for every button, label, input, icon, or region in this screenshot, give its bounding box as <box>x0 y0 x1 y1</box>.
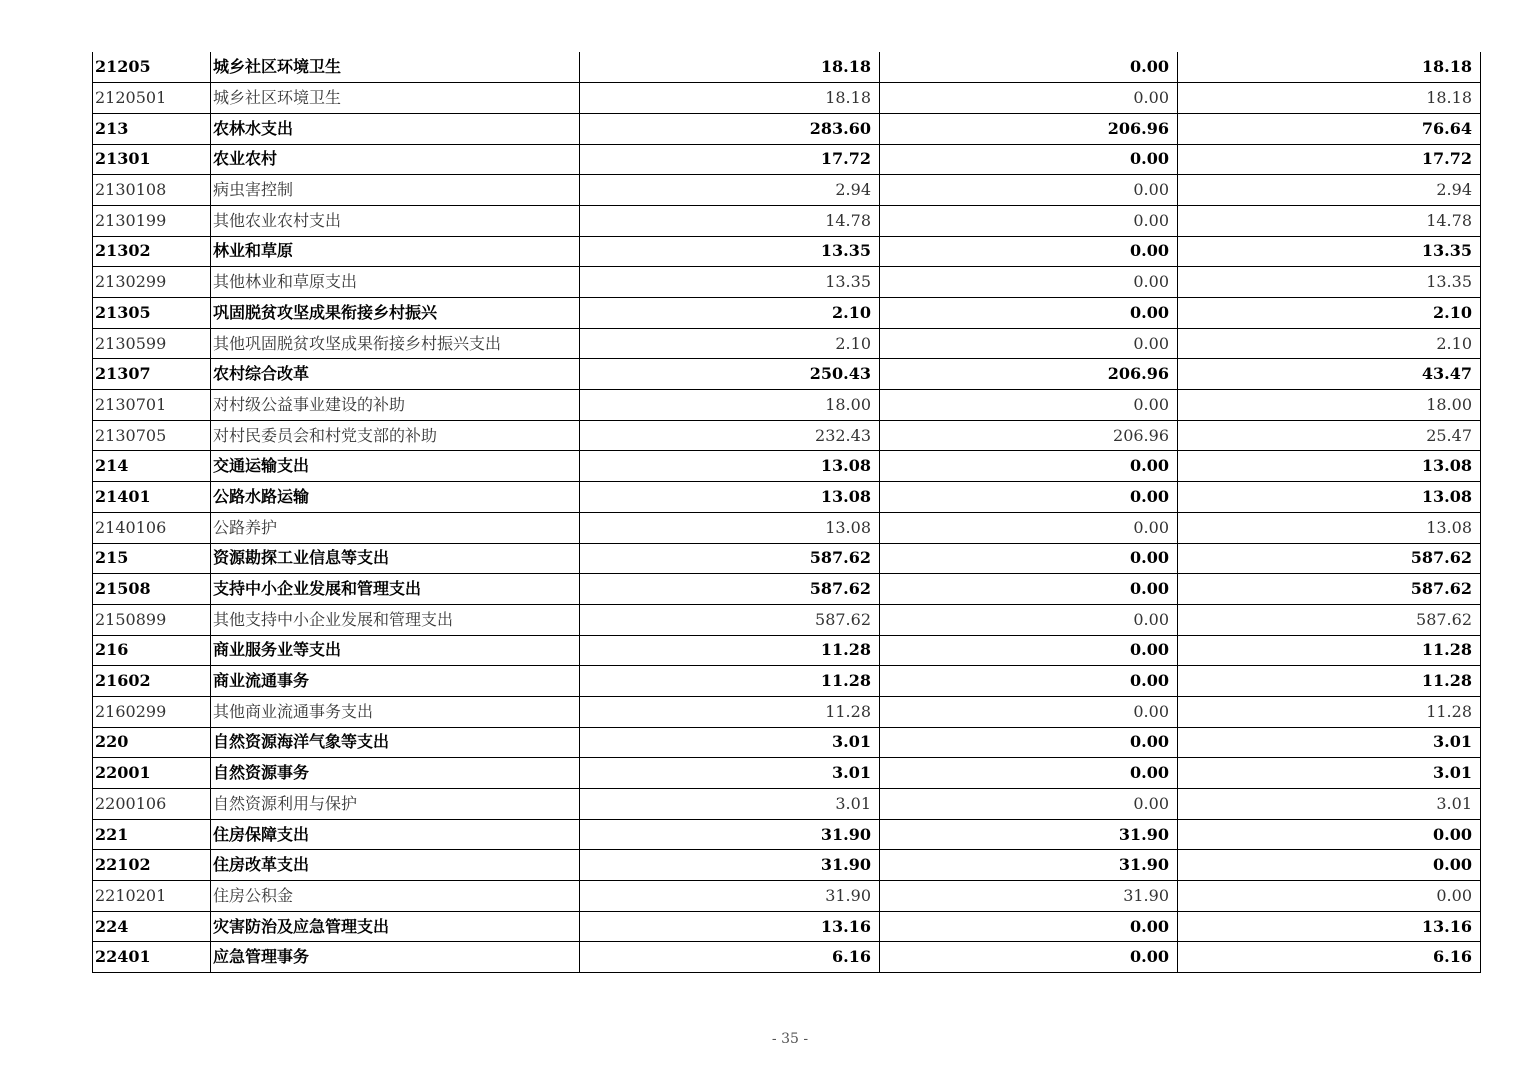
basic-amount-cell: 0.00 <box>880 482 1178 513</box>
project-amount-cell: 587.62 <box>1178 604 1481 635</box>
basic-amount-cell: 206.96 <box>880 113 1178 144</box>
code-cell: 21205 <box>93 52 211 83</box>
project-amount-cell: 18.00 <box>1178 390 1481 421</box>
total-amount-cell: 587.62 <box>580 574 880 605</box>
budget-table <box>92 52 1481 973</box>
table-row <box>93 512 1481 543</box>
table-row <box>93 267 1481 298</box>
total-amount-cell: 3.01 <box>580 758 880 789</box>
name-cell: 资源勘探工业信息等支出 <box>211 543 580 574</box>
total-amount-cell: 11.28 <box>580 666 880 697</box>
code-cell: 21307 <box>93 359 211 390</box>
code-cell: 21602 <box>93 666 211 697</box>
basic-amount-cell: 0.00 <box>880 911 1178 942</box>
table-row <box>93 144 1481 175</box>
basic-amount-cell: 0.00 <box>880 727 1178 758</box>
table-row <box>93 390 1481 421</box>
table-row <box>93 881 1481 912</box>
table-row <box>93 420 1481 451</box>
name-cell: 农林水支出 <box>211 113 580 144</box>
table-row <box>93 574 1481 605</box>
code-cell: 216 <box>93 635 211 666</box>
table-row <box>93 911 1481 942</box>
code-cell: 214 <box>93 451 211 482</box>
basic-amount-cell: 0.00 <box>880 451 1178 482</box>
project-amount-cell: 13.16 <box>1178 911 1481 942</box>
code-cell: 2210201 <box>93 881 211 912</box>
code-cell: 22401 <box>93 942 211 973</box>
code-cell: 21508 <box>93 574 211 605</box>
total-amount-cell: 13.08 <box>580 482 880 513</box>
total-amount-cell: 3.01 <box>580 789 880 820</box>
project-amount-cell: 13.08 <box>1178 512 1481 543</box>
code-cell: 2150899 <box>93 604 211 635</box>
project-amount-cell: 587.62 <box>1178 574 1481 605</box>
name-cell: 其他商业流通事务支出 <box>211 696 580 727</box>
table-row <box>93 666 1481 697</box>
code-cell: 2120501 <box>93 83 211 114</box>
name-cell: 自然资源海洋气象等支出 <box>211 727 580 758</box>
table-row <box>93 113 1481 144</box>
project-amount-cell: 3.01 <box>1178 727 1481 758</box>
table-row <box>93 175 1481 206</box>
total-amount-cell: 11.28 <box>580 635 880 666</box>
basic-amount-cell: 0.00 <box>880 83 1178 114</box>
code-cell: 21401 <box>93 482 211 513</box>
total-amount-cell: 18.00 <box>580 390 880 421</box>
table-row <box>93 543 1481 574</box>
code-cell: 224 <box>93 911 211 942</box>
basic-amount-cell: 0.00 <box>880 512 1178 543</box>
basic-amount-cell: 0.00 <box>880 604 1178 635</box>
code-cell: 2130599 <box>93 328 211 359</box>
basic-amount-cell: 0.00 <box>880 574 1178 605</box>
project-amount-cell: 6.16 <box>1178 942 1481 973</box>
name-cell: 公路养护 <box>211 512 580 543</box>
table-row <box>93 758 1481 789</box>
code-cell: 2160299 <box>93 696 211 727</box>
table-row <box>93 604 1481 635</box>
table-row <box>93 635 1481 666</box>
code-cell: 2130705 <box>93 420 211 451</box>
total-amount-cell: 31.90 <box>580 850 880 881</box>
code-cell: 215 <box>93 543 211 574</box>
table-row <box>93 83 1481 114</box>
name-cell: 对村级公益事业建设的补助 <box>211 390 580 421</box>
basic-amount-cell: 0.00 <box>880 635 1178 666</box>
total-amount-cell: 2.10 <box>580 298 880 329</box>
basic-amount-cell: 0.00 <box>880 696 1178 727</box>
name-cell: 住房改革支出 <box>211 850 580 881</box>
basic-amount-cell: 0.00 <box>880 666 1178 697</box>
project-amount-cell: 25.47 <box>1178 420 1481 451</box>
table-row <box>93 789 1481 820</box>
table-row <box>93 819 1481 850</box>
table-row <box>93 359 1481 390</box>
page-number: - 35 - <box>771 1031 809 1047</box>
project-amount-cell: 13.35 <box>1178 236 1481 267</box>
project-amount-cell: 0.00 <box>1178 819 1481 850</box>
code-cell: 2130199 <box>93 205 211 236</box>
code-cell: 21302 <box>93 236 211 267</box>
basic-amount-cell: 0.00 <box>880 267 1178 298</box>
code-cell: 21301 <box>93 144 211 175</box>
name-cell: 自然资源利用与保护 <box>211 789 580 820</box>
table-row <box>93 328 1481 359</box>
name-cell: 其他巩固脱贫攻坚成果衔接乡村振兴支出 <box>211 328 580 359</box>
project-amount-cell: 11.28 <box>1178 666 1481 697</box>
total-amount-cell: 3.01 <box>580 727 880 758</box>
code-cell: 22102 <box>93 850 211 881</box>
total-amount-cell: 13.08 <box>580 451 880 482</box>
table-row <box>93 298 1481 329</box>
basic-amount-cell: 0.00 <box>880 942 1178 973</box>
code-cell: 213 <box>93 113 211 144</box>
table-row <box>93 205 1481 236</box>
code-cell: 2130299 <box>93 267 211 298</box>
project-amount-cell: 3.01 <box>1178 789 1481 820</box>
total-amount-cell: 232.43 <box>580 420 880 451</box>
table-row <box>93 850 1481 881</box>
total-amount-cell: 13.35 <box>580 236 880 267</box>
total-amount-cell: 587.62 <box>580 543 880 574</box>
project-amount-cell: 76.64 <box>1178 113 1481 144</box>
total-amount-cell: 18.18 <box>580 83 880 114</box>
name-cell: 公路水路运输 <box>211 482 580 513</box>
project-amount-cell: 587.62 <box>1178 543 1481 574</box>
table-row <box>93 696 1481 727</box>
basic-amount-cell: 0.00 <box>880 175 1178 206</box>
code-cell: 220 <box>93 727 211 758</box>
project-amount-cell: 43.47 <box>1178 359 1481 390</box>
project-amount-cell: 13.08 <box>1178 451 1481 482</box>
basic-amount-cell: 0.00 <box>880 298 1178 329</box>
code-cell: 221 <box>93 819 211 850</box>
name-cell: 农业农村 <box>211 144 580 175</box>
name-cell: 对村民委员会和村党支部的补助 <box>211 420 580 451</box>
table-row <box>93 482 1481 513</box>
total-amount-cell: 18.18 <box>580 52 880 83</box>
code-cell: 2130108 <box>93 175 211 206</box>
name-cell: 病虫害控制 <box>211 175 580 206</box>
name-cell: 住房保障支出 <box>211 819 580 850</box>
name-cell: 农村综合改革 <box>211 359 580 390</box>
table-row <box>93 236 1481 267</box>
name-cell: 巩固脱贫攻坚成果衔接乡村振兴 <box>211 298 580 329</box>
name-cell: 住房公积金 <box>211 881 580 912</box>
basic-amount-cell: 0.00 <box>880 789 1178 820</box>
total-amount-cell: 2.10 <box>580 328 880 359</box>
total-amount-cell: 6.16 <box>580 942 880 973</box>
project-amount-cell: 13.35 <box>1178 267 1481 298</box>
total-amount-cell: 2.94 <box>580 175 880 206</box>
project-amount-cell: 11.28 <box>1178 696 1481 727</box>
basic-amount-cell: 0.00 <box>880 758 1178 789</box>
table-row <box>93 942 1481 973</box>
total-amount-cell: 250.43 <box>580 359 880 390</box>
name-cell: 其他林业和草原支出 <box>211 267 580 298</box>
name-cell: 灾害防治及应急管理支出 <box>211 911 580 942</box>
basic-amount-cell: 31.90 <box>880 881 1178 912</box>
name-cell: 商业服务业等支出 <box>211 635 580 666</box>
name-cell: 城乡社区环境卫生 <box>211 52 580 83</box>
basic-amount-cell: 0.00 <box>880 236 1178 267</box>
total-amount-cell: 283.60 <box>580 113 880 144</box>
basic-amount-cell: 31.90 <box>880 819 1178 850</box>
project-amount-cell: 2.10 <box>1178 298 1481 329</box>
basic-amount-cell: 0.00 <box>880 328 1178 359</box>
basic-amount-cell: 0.00 <box>880 390 1178 421</box>
basic-amount-cell: 0.00 <box>880 52 1178 83</box>
name-cell: 自然资源事务 <box>211 758 580 789</box>
total-amount-cell: 11.28 <box>580 696 880 727</box>
project-amount-cell: 0.00 <box>1178 850 1481 881</box>
project-amount-cell: 0.00 <box>1178 881 1481 912</box>
code-cell: 2130701 <box>93 390 211 421</box>
project-amount-cell: 3.01 <box>1178 758 1481 789</box>
total-amount-cell: 14.78 <box>580 205 880 236</box>
total-amount-cell: 13.16 <box>580 911 880 942</box>
project-amount-cell: 11.28 <box>1178 635 1481 666</box>
basic-amount-cell: 0.00 <box>880 205 1178 236</box>
total-amount-cell: 13.35 <box>580 267 880 298</box>
total-amount-cell: 31.90 <box>580 819 880 850</box>
name-cell: 城乡社区环境卫生 <box>211 83 580 114</box>
total-amount-cell: 587.62 <box>580 604 880 635</box>
basic-amount-cell: 0.00 <box>880 543 1178 574</box>
basic-amount-cell: 31.90 <box>880 850 1178 881</box>
total-amount-cell: 17.72 <box>580 144 880 175</box>
project-amount-cell: 14.78 <box>1178 205 1481 236</box>
project-amount-cell: 18.18 <box>1178 52 1481 83</box>
code-cell: 22001 <box>93 758 211 789</box>
project-amount-cell: 18.18 <box>1178 83 1481 114</box>
table-row <box>93 727 1481 758</box>
budget-table-body <box>93 52 1481 973</box>
code-cell: 2140106 <box>93 512 211 543</box>
project-amount-cell: 2.10 <box>1178 328 1481 359</box>
basic-amount-cell: 206.96 <box>880 420 1178 451</box>
basic-amount-cell: 206.96 <box>880 359 1178 390</box>
name-cell: 其他支持中小企业发展和管理支出 <box>211 604 580 635</box>
code-cell: 2200106 <box>93 789 211 820</box>
name-cell: 商业流通事务 <box>211 666 580 697</box>
table-row <box>93 52 1481 83</box>
project-amount-cell: 2.94 <box>1178 175 1481 206</box>
total-amount-cell: 13.08 <box>580 512 880 543</box>
basic-amount-cell: 0.00 <box>880 144 1178 175</box>
name-cell: 其他农业农村支出 <box>211 205 580 236</box>
code-cell: 21305 <box>93 298 211 329</box>
name-cell: 林业和草原 <box>211 236 580 267</box>
name-cell: 交通运输支出 <box>211 451 580 482</box>
project-amount-cell: 13.08 <box>1178 482 1481 513</box>
name-cell: 支持中小企业发展和管理支出 <box>211 574 580 605</box>
name-cell: 应急管理事务 <box>211 942 580 973</box>
total-amount-cell: 31.90 <box>580 881 880 912</box>
table-row <box>93 451 1481 482</box>
project-amount-cell: 17.72 <box>1178 144 1481 175</box>
